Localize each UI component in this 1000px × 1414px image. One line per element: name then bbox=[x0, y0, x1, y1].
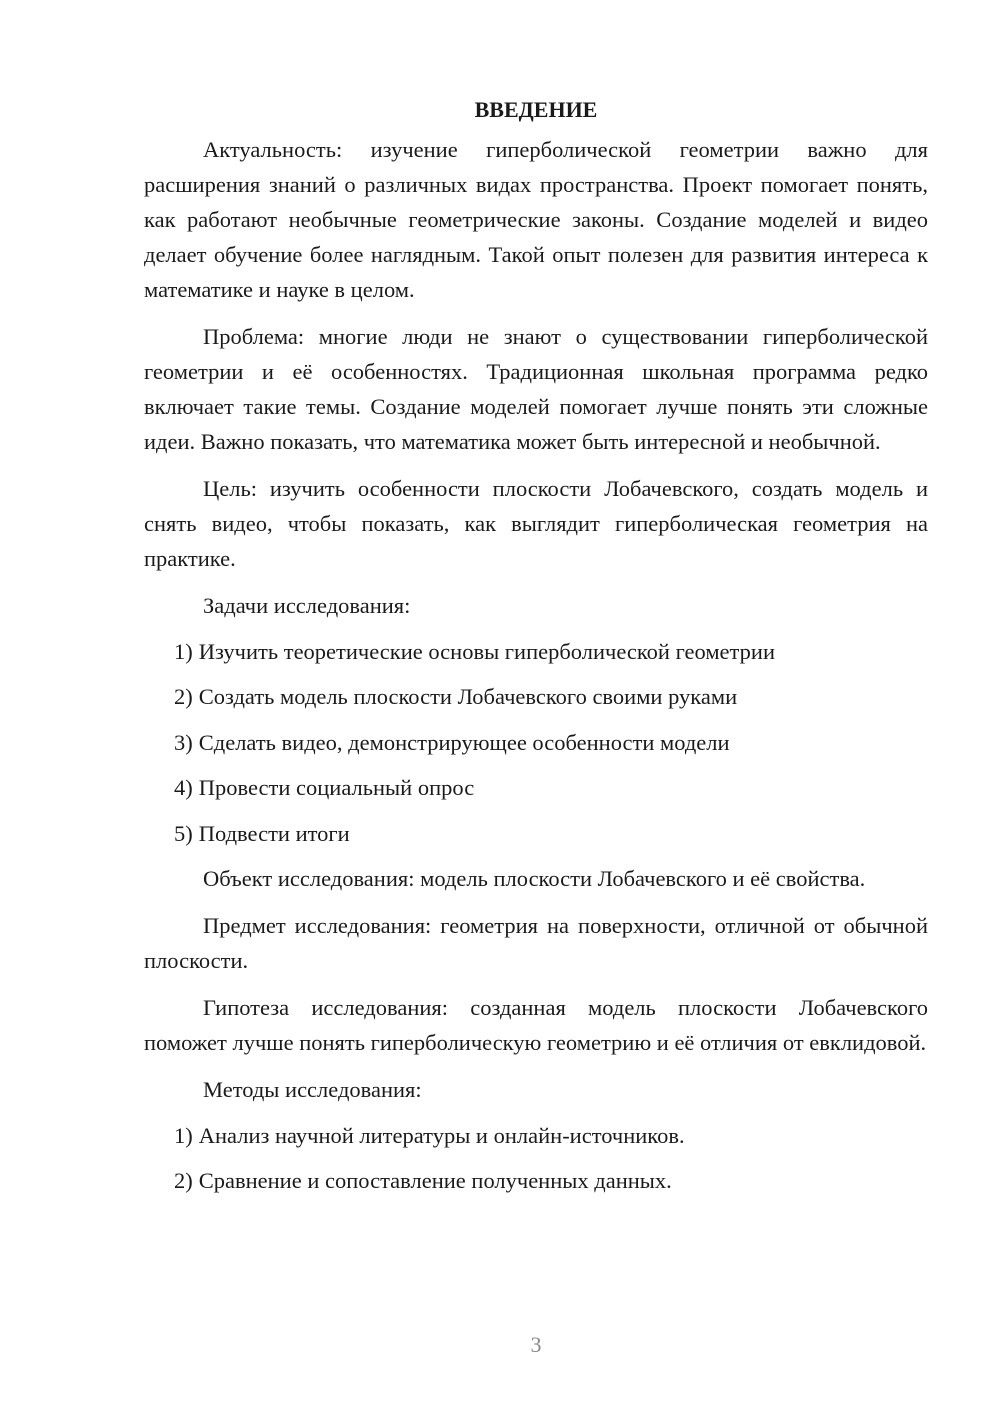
subject-paragraph: Предмет исследования: геометрия на поверхности, отличной от обычной плоскости. bbox=[144, 913, 928, 973]
list-item-number: 2) bbox=[174, 1168, 193, 1193]
section-title: ВВЕДЕНИЕ bbox=[474, 97, 598, 122]
list-item-number: 5) bbox=[174, 820, 193, 846]
list-item bbox=[144, 1118, 928, 1153]
page-number: 3 bbox=[530, 1332, 542, 1357]
list-item-text: Подвести итоги bbox=[198, 820, 350, 846]
tasks-list bbox=[144, 634, 928, 851]
problem-paragraph: Проблема: многие люди не знают о существовании гиперболической геометрии и её особенностях. Традиционная школьная программа редко включает такие темы. Создание моделей помогает лучше понять эти сложные идеи. Важно показать, что математика может быть интересной и необычной. bbox=[144, 324, 928, 454]
list-item-number: 1) bbox=[174, 638, 193, 664]
relevance-paragraph: Актуальность: изучение гиперболической геометрии важно для расширения знаний о различных видах пространства. Проект помогает понять, как работают необычные геометрические законы. Создание моделей и видео делает обучение более наглядным. Такой опыт полезен для развития интереса к математике и науке в целом. bbox=[144, 137, 928, 302]
list-item-text: Изучить теоретические основы гиперболической геометрии bbox=[198, 638, 775, 664]
list-item-text: Анализ научной литературы и онлайн-источников. bbox=[198, 1122, 685, 1148]
list-item bbox=[144, 770, 928, 805]
list-item-number: 4) bbox=[174, 775, 193, 800]
list-item bbox=[144, 634, 928, 669]
list-item-number: 3) bbox=[174, 729, 193, 755]
hypothesis-paragraph: Гипотеза исследования: созданная модель плоскости Лобачевского поможет лучше понять гиперболическую геометрию и её отличия от евклидовой. bbox=[144, 995, 928, 1055]
object-paragraph: Объект исследования: модель плоскости Лобачевского и её свойства. bbox=[203, 866, 866, 891]
list-item bbox=[144, 679, 928, 714]
list-item-number: 1) bbox=[174, 1122, 193, 1148]
tasks-heading: Задачи исследования: bbox=[203, 593, 411, 618]
list-item bbox=[144, 1163, 928, 1198]
list-item-text: Провести социальный опрос bbox=[198, 775, 475, 800]
list-item-text: Сделать видео, демонстрирующее особенности модели bbox=[198, 729, 730, 755]
goal-paragraph: Цель: изучить особенности плоскости Лобачевского, создать модель и снять видео, чтобы показать, как выглядит гиперболическая геометрия на практике. bbox=[144, 476, 928, 571]
list-item-text: Сравнение и сопоставление полученных данных. bbox=[198, 1168, 672, 1193]
list-item bbox=[144, 725, 928, 760]
methods-list bbox=[144, 1118, 928, 1199]
list-item bbox=[144, 816, 928, 851]
list-item-number: 2) bbox=[174, 684, 193, 709]
document-page bbox=[144, 90, 928, 1209]
list-item-text: Создать модель плоскости Лобачевского своими руками bbox=[198, 684, 738, 709]
methods-heading: Методы исследования: bbox=[203, 1077, 422, 1102]
